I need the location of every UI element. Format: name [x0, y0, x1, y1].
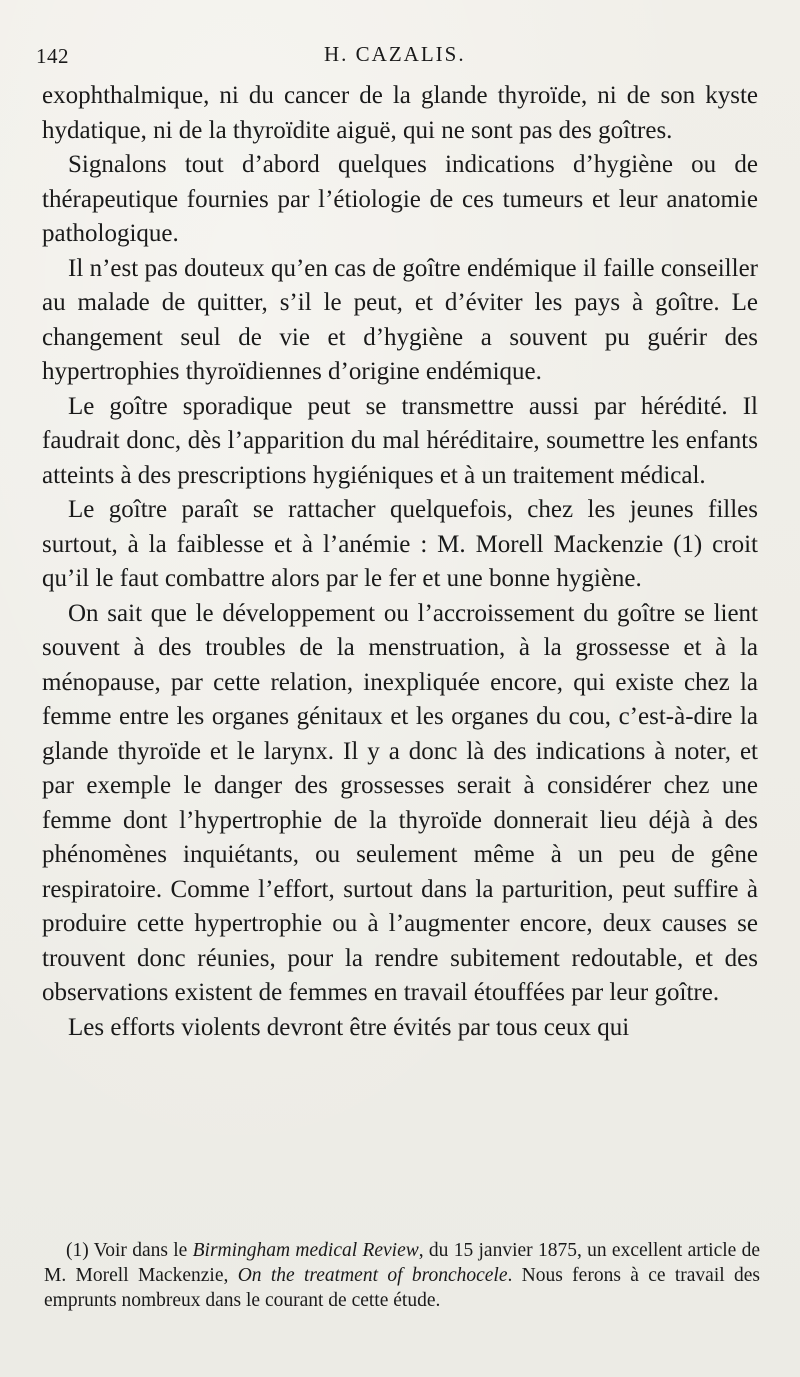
paragraph: Le goître sporadique peut se transmettre aussi par hérédité. Il faudrait donc, dès l’apparition du mal héréditaire, soumettre les enfants atteints à des prescriptions hygiéniques et à un traitement médical. [42, 392, 758, 489]
footnote [44, 1238, 760, 1313]
footnote-mid: , du 15 janvier 1875, un excellent article de M. Morell Mackenzie, [44, 1240, 760, 1286]
paragraph: Les efforts violents devront être évités par tous ceux qui [68, 1013, 630, 1041]
body-text [42, 79, 758, 1045]
page-number: 142 [36, 44, 69, 68]
footnote-journal: Birmingham medical Review [192, 1240, 419, 1261]
running-head: H. CAZALIS. [324, 42, 466, 66]
paragraph: exophthalmique, ni du cancer de la glande thyroïde, ni de son kyste hydatique, ni de la thyroïdite aiguë, qui ne sont pas des goîtres. [42, 82, 758, 144]
paragraph: On sait que le développement ou l’accroissement du goître se lient souvent à des troubles de la menstruation, à la grossesse et à la ménopause, par cette relation, inexpliquée encore, qui existe chez la femme entre les organes génitaux et les organes du cou, c’est-à-dire la glande thyroïde et le larynx. Il y a donc là des indications à noter, et par exemple le danger des grossesses serait à considérer chez une femme dont l’hypertrophie de la thyroïde donnerait lieu déjà à des phénomènes inquiétants, ou seulement même à un peu de gêne respiratoire. Comme l’effort, surtout dans la parturition, peut suffire à produire cette hypertrophie ou à l’augmenter encore, deux causes se trouvent donc réunies, pour la rendre subitement redoutable, et des observations existent de femmes en travail étouffées par leur goître. [42, 599, 758, 1006]
footnote-lead: (1) Voir dans le [66, 1240, 193, 1261]
paragraph: Signalons tout d’abord quelques indications d’hygiène ou de thérapeutique fournies par l’étiologie de ces tumeurs et leur anatomie pathologique. [42, 151, 758, 247]
footnote-text [44, 1238, 760, 1313]
footnote-article-title: On the treatment of bronchocele [237, 1265, 508, 1286]
paragraph: Il n’est pas douteux qu’en cas de goître endémique il faille conseiller au malade de quitter, s’il le peut, et d’éviter les pays à goître. Le changement seul de vie et d’hygiène a souvent pu guérir des hypertrophies thyroïdiennes d’origine endémique. [42, 254, 758, 385]
paragraph: Le goître paraît se rattacher quelquefois, chez les jeunes filles surtout, à la faiblesse et à l’anémie : M. Morell Mackenzie (1) croit qu’il le faut combattre alors par le fer et une bonne hygiène. [42, 496, 758, 592]
footnote-tail: . Nous ferons à ce travail des emprunts nombreux dans le courant de cette étude. [44, 1265, 760, 1311]
page-header [36, 40, 760, 70]
